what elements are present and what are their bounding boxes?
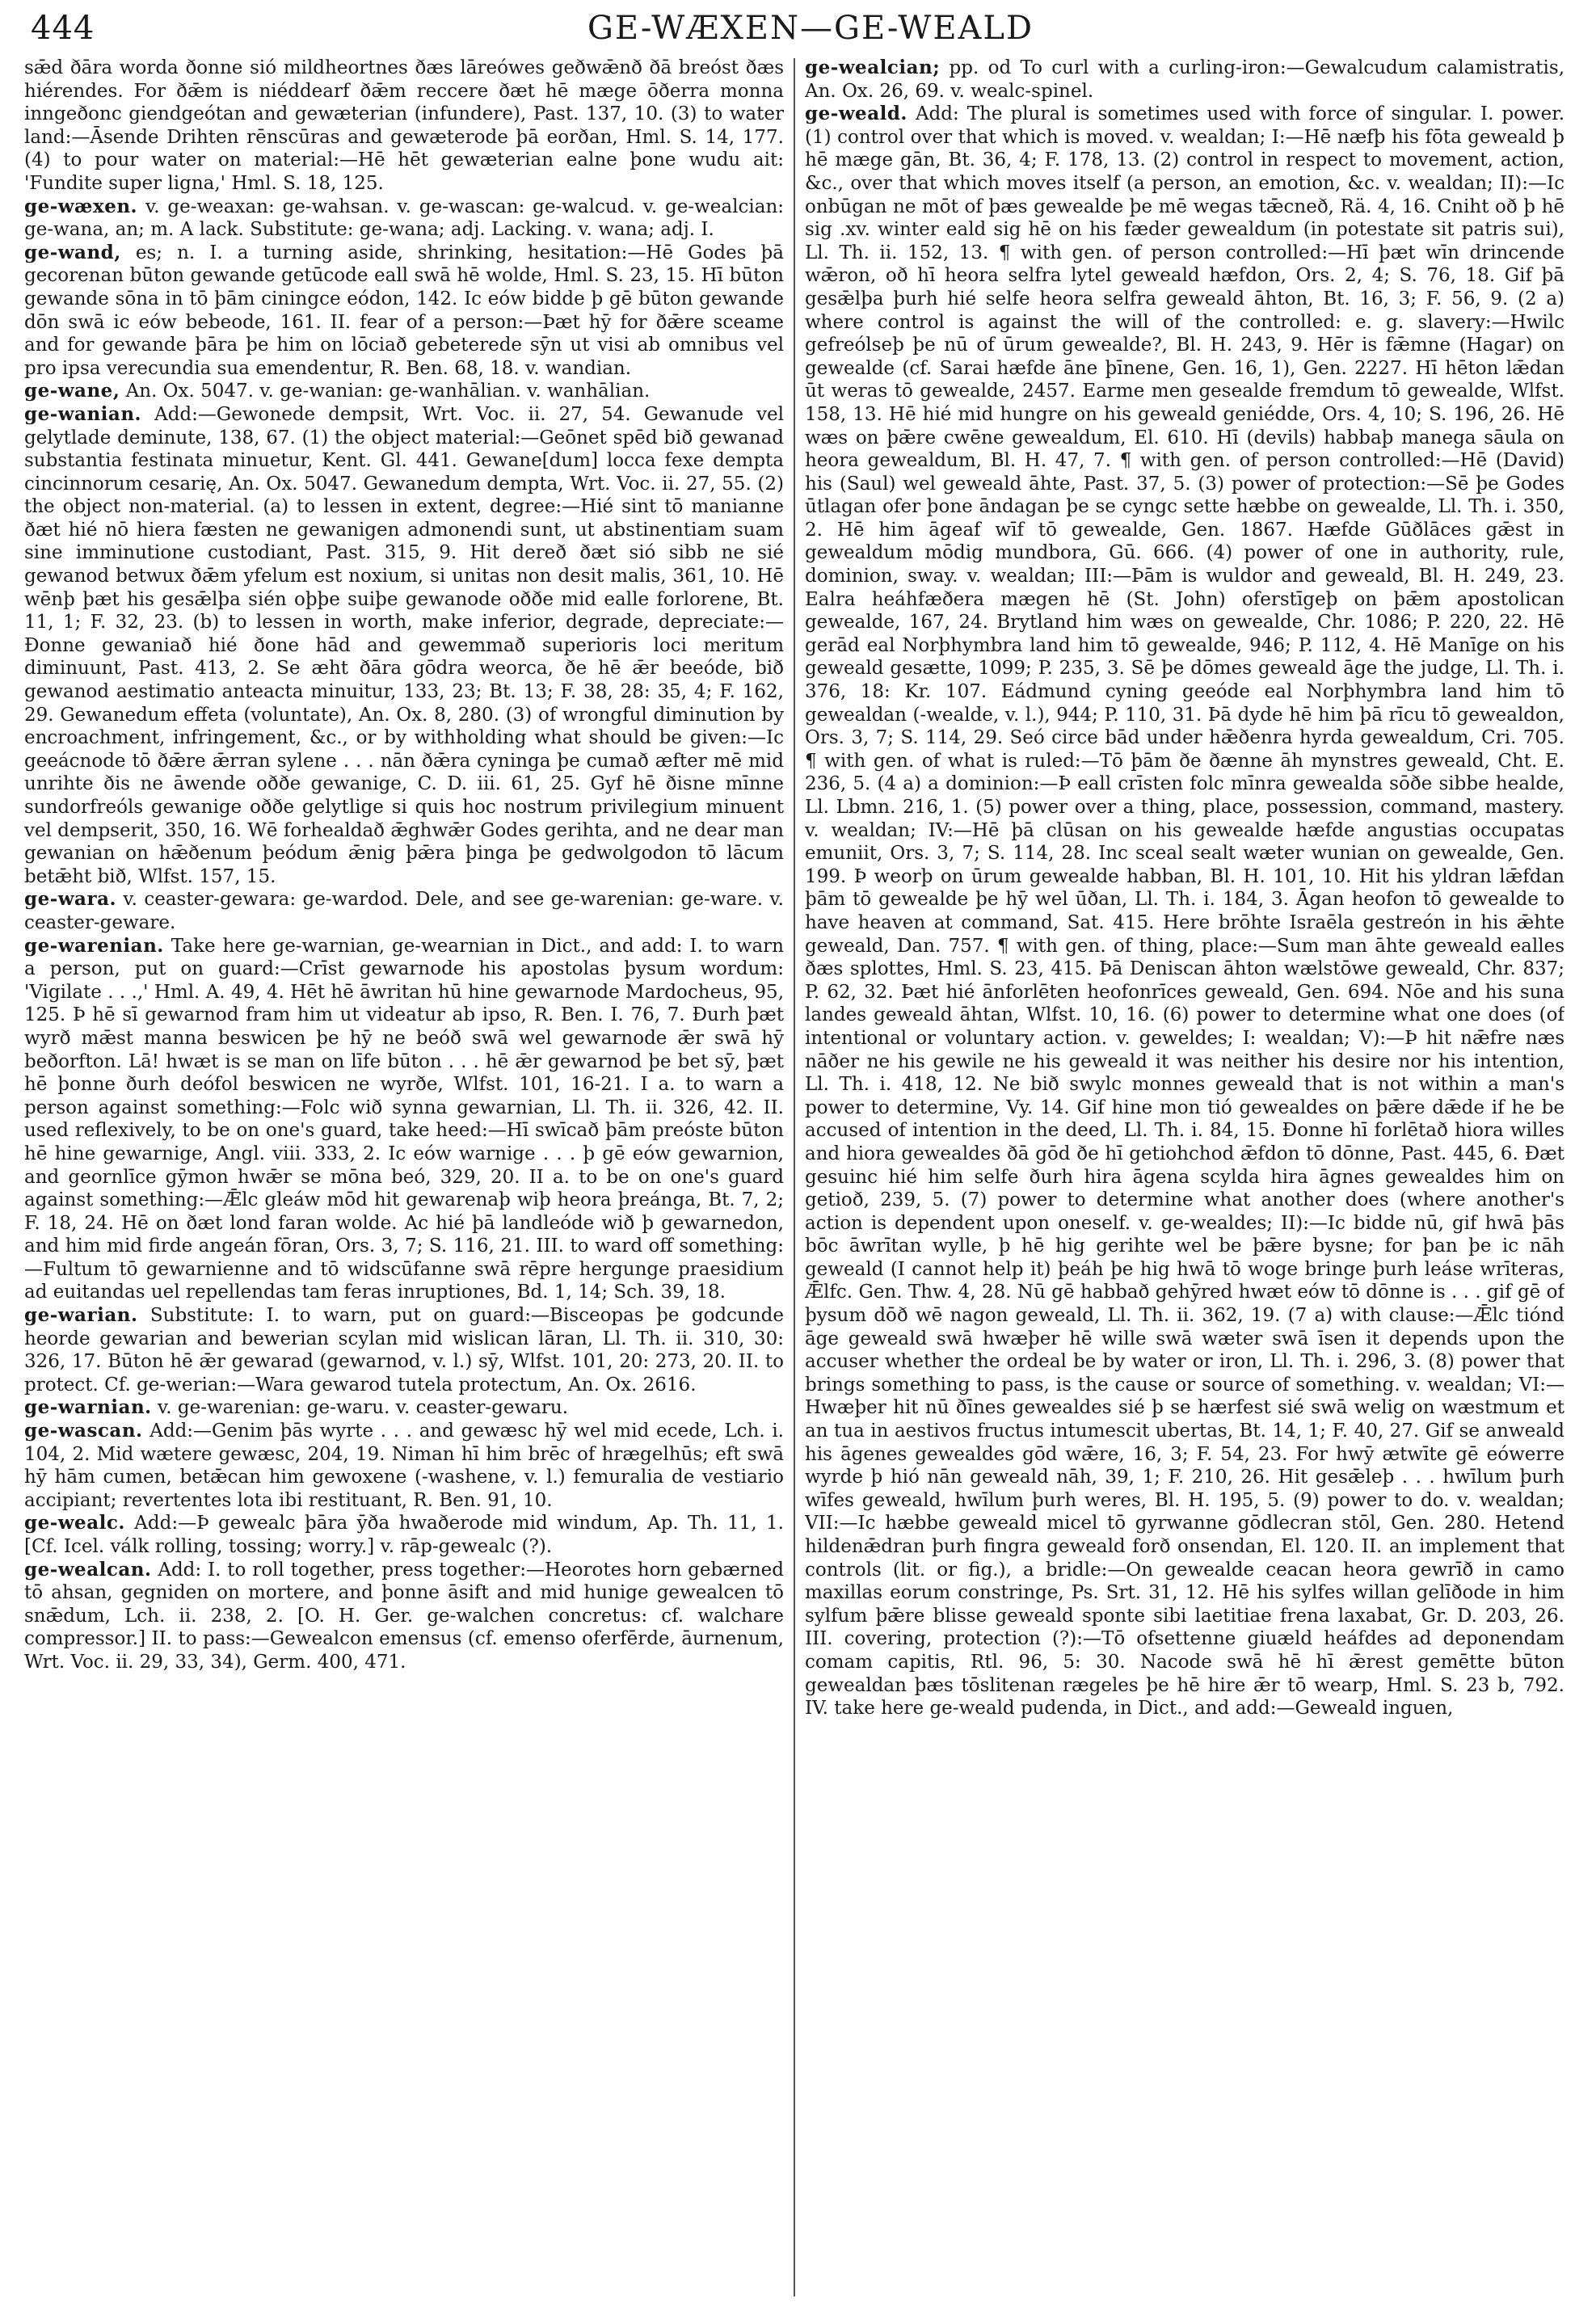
entry-headword: ge-wascan. [24, 1420, 143, 1442]
dictionary-entry [24, 1512, 784, 1558]
page-header [31, 8, 1590, 57]
entry-text: Add: The plural is sometimes used with force of singular. I. power. (1) control over that which is moved. v. wealdan; I:—Hē næfþ his fōta geweald þ hē mæge gān, Bt. 36, 4; F. 178, 13. (2) control in respect to movement, action, &c., over that which moves itself (a person, an emotion, &c. v. wealdan; II):—Ic onbūgan ne mōt of þæs gewealde þe mē wegas tǣcneð, Rä. 4, 16. Cniht oð þ hē sig .xv. winter eald sig hē on his fæder gewealdum (in potestate sit patris sui), Ll. Th. ii. 152, 13. ¶ with gen. of person controlled:—Hī þæt wīn drincende wǣron, oð hī heora selfra lytel geweald hæfdon, Ors. 2, 4; S. 76, 18. Gif þā gesǣlþa þurh hié selfe heora selfra geweald āhton, Bt. 16, 3; F. 56, 9. (2 a) where control is against the will of the controlled: e. g. slavery:—Hwilc gefreólseþ þe nū of ūrum gewealde?, Bl. H. 243, 9. Hēr is fǣmne (Hagar) on gewealde (cf. Sarai hæfde āne þīnene, Gen. 16, 1), Gen. 2227. Hī hēton lǣdan ūt weras tō gewealde, 2457. Earme men gesealde fremdum tō gewealde, Wlfst. 158, 13. Hē hié mid hungre on his geweald geniédde, Ors. 4, 10; S. 196, 26. Hē wæs on þǣre cwēne gewealdum, El. 610. Hī (devils) habbaþ manega sāula on heora gewealdum, Bl. H. 47, 7. ¶ with gen. of person controlled:—Hē (David) his (Saul) wel geweald āhte, Past. 37, 5. (3) power of protection:—Sē þe Godes ūtlagan ofer þone āndagan þe se cyngc sette hæbbe on gewealde, Ll. Th. i. 350, 2. Hē him āgeaf wīf tō gewealde, Gen. 1867. Hæfde Gūðlāces gǣst in gewealdum mōdig mundbora, Gū. 666. (4) power of one in authority, rule, dominion, sway. v. wealdan; III:—Þām is wuldor and geweald, Bl. H. 249, 23. Ealra heáhfæðera mægen hē (St. John) oferstīgeþ on þǣm apostolican gewealde, 167, 24. Brytland him wæs on gewealde, Chr. 1086; P. 220, 22. Hē gerād eal Norþhymbra land him tō gewealde, 946; P. 112, 4. Hē Manīge on his geweald gesætte, 1099; P. 235, 3. Sē þe dōmes geweald āge the judge, Ll. Th. i. 376, 18: Kr. 107. Eádmund cyning geeóde eal Norþhymbra land him tō gewealdan (-wealde, v. l.), 944; P. 110, 31. Þā dyde hē him þā rīcu tō gewealdon, Ors. 3, 7; S. 114, 29. Seó circe bād under hǣðenra hyrda gewealdum, Cri. 705. ¶ with gen. of what is ruled:—Tō þām ðe ðænne āh mynstres geweald, Cht. E. 236, 5. (4 a) a dominion:—Þ eall crīsten folc mīnra gewealda sōðe sibbe healde, Ll. Lbmn. 216, 1. (5) power over a thing, place, possession, command, mastery. v. wealdan; IV:—Hē þā clūsan on his gewealde hæfde angustias occupatas emuniit, Ors. 3, 7; S. 114, 28. Inc sceal sealt wæter wunian on gewealde, Gen. 199. Þ weorþ on ūrum gewealde habban, Bl. H. 101, 10. Hit his yldran lǣfdan þām tō gewealde þe hȳ wel ūðan, Ll. Th. i. 184, 3. Āgan heofon tō gewealde to have heaven at command, Sat. 415. Here brōhte Israēla gestreón in his ǣhte geweald, Dan. 757. ¶ with gen. of thing, place:—Sum man āhte geweald ealles ðæs splottes, Hml. S. 23, 415. Þā Deniscan āhton wælstōwe geweald, Chr. 837; P. 62, 32. Þæt hié ānforlēten heofonrīces geweald, Gen. 694. Nōe and his suna landes geweald āhtan, Wlfst. 10, 16. (6) power to determine what one does (of intentional or voluntary action. v. geweldes; I: wealdan; V):—Þ hit nǣfre næs nāðer ne his gewile ne his geweald it was neither his desire nor his intention, Ll. Th. i. 418, 12. Ne bið swylc monnes geweald that is not within a man's power to determine, Vy. 14. Gif hine mon tió gewealdes on þǣre dǣde if he be accused of intention in the deed, Ll. Th. i. 84, 15. Ðonne hī forlētað hiora willes and hiora gewealdes ðā gōd ðe hī getiohchod ǣfdon tō dōnne, Past. 445, 6. Ðæt gesuinc hié him selfe ðurh hira āgena scylda hira āgnes gewealdes him on getioð, 239, 5. (7) power to determine what another does (where another's action is dependent upon oneself. v. ge-wealdes; II):—Ic bidde nū, gif hwā þās bōc āwrītan wylle, þ hē hig gerihte wel be þǣre bysne; for þan þe ic nāh geweald (I cannot help it) þeáh þe hig hwā tō woge bringe þurh leáse wrīteras, Ǣlfc. Gen. Thw. 4, 28. Nū gē habbað gehȳred hwæt eów tō dōnne is . . . gif gē of þysum dōð wē nagon geweald, Ll. Th. ii. 362, 19. (7 a) with clause:—Ǣlc tiónd āge geweald swā hwæþer hē wille swā wæter swā īsen it depends upon the accuser whether the ordeal be by water or iron, Ll. Th. i. 296, 3. (8) power that brings something to pass, is the cause or source of something. v. wealdan; VI:—Hwæþer hit nū ðīnes gewealdes sié þ se hærfest sié swā welig on wæstmum et an tua in aestivos fructus intumescit ubertas, Bt. 14, 1; F. 40, 27. Gif se anweald his āgenes gewealdes gōd wǣre, 16, 3; F. 54, 23. For hwȳ ætwīte gē eówerre wyrde þ hió nān geweald nāh, 39, 1; F. 210, 26. Hit gesǣleþ . . . hwīlum þurh wīfes geweald, hwīlum þurh weres, Bl. H. 195, 5. (9) power to do. v. wealdan; VII:—Ic hæbbe geweald micel tō gyrwanne gōdlecran stōl, Gen. 280. Hetend hildenǣdran þurh fingra geweald forð onsendan, El. 120. II. an implement that controls (lit. or fig.), a bridle:—On gewealde ceacan heora gewrīð in camo maxillas eorum constringe, Ps. Srt. 31, 12. Hē his sylfes willan gelīðode in him sylfum þǣre blisse geweald sponte sibi laetitiae frena laxabat, Gr. D. 203, 26. III. covering, protection (?):—Tō ofsettenne giuæld heáfdes ad deponendam comam capitis, Rtl. 96, 5: 30. Nacode swā hē hī ǣrest gemētte būton gewealdan þæs tōslitenan rægeles þe hē hire ǣr tō wearp, Hml. S. 23 b, 792. IV. take here ge-weald pudenda, in Dict., and add:—Geweald inguen, [805, 103, 1564, 1720]
entry-headword: ge-wæxen. [24, 195, 138, 217]
dictionary-entry [24, 380, 784, 403]
entry-text: pp. od To curl with a curling-iron:—Gewalcudum calamistratis, An. Ox. 26, 69. v. wealc-spinel. [805, 57, 1564, 102]
entry-text: sǣd ðāra worda ðonne sió mildheortnes ðæs lāreówes geðwǣnð ðā breóst ðæs hiérendes. For ðǣm is niéddearf ðǣm reccere ðæt hē mæge ōðerra monna inngeðonc giendgeótan and gewæterian (infundere), Past. 137, 10. (3) to water land:—Āsende Drihten rēnscūras and gewæterode þā eorðan, Hml. S. 14, 177. (4) to pour water on material:—Hē hēt gewæterian ealne þone wudu ait: 'Fundite super ligna,' Hml. S. 18, 125. [24, 57, 784, 194]
entry-headword: ge-weald. [805, 103, 907, 125]
dictionary-entry [24, 57, 784, 196]
entry-headword: ge-wand, [24, 241, 121, 263]
dictionary-entry [24, 196, 784, 242]
entry-text: v. ge-weaxan: ge-wahsan. v. ge-wascan: ge-walcud. v. ge-wealcian: ge-wana, an; m. A lack. Substitute: ge-wana; adj. Lacking. v. wana; adj. I. [24, 196, 784, 241]
entry-headword: ge-wealcian; [805, 57, 941, 78]
entry-headword: ge-wanian. [24, 402, 142, 425]
entry-text: Take here ge-warnian, ge-wearnian in Dict., and add: I. to warn a person, put on guard:—Crīst gewarnode his apostolas þysum wordum: 'Vigilate . . .,' Hml. A. 49, 4. Hēt hē āwritan hū hine gewarnode Mardocheus, 95, 125. Þ hē sī gewarnod fram him ut videatur ab ipso, R. Ben. I. 76, 7. Ðurh þæt wyrð mǣst manna beswicen þe hȳ ne beóð swā wel gewarnode ǣr swā hȳ beðorfton. Lā! hwæt is se man on līfe būton . . . hē ǣr gewarnod þe bet sȳ, þæt hē þonne ðurh deófol beswicen ne wyrðe, Wlfst. 101, 16-21. I a. to warn a person against something:—Folc wið synna gewarnian, Ll. Th. ii. 326, 42. II. used reflexively, to be on one's guard, take heed:—Hī swīcað þām preóste būton hē hine gewarnige, Angl. viii. 333, 2. Ic eów warnige . . . þ gē eów gewarnion, and geornlīce gȳmon hwǣr se mōna beó, 329, 20. II a. to be on one's guard against something:—Ǣlc gleáw mōd hit gewarenaþ wiþ heora þreánga, Bt. 7, 2; F. 18, 24. Hē on ðæt lond faran wolde. Ac hié þā landleóde wið þ gewarnedon, and him mid firde angeán fōran, Ors. 3, 7; S. 116, 21. III. to ward off something:—Fultum tō gewarnienne and tō widscūfanne swā rēpre hergunge praesidium ad euitandas uel repellendas tam feras inruptiones, Bd. 1, 14; Sch. 39, 18. [24, 935, 784, 1303]
entry-text: Add:—Gewonede dempsit, Wrt. Voc. ii. 27, 54. Gewanude vel gelytlade deminute, 138, 67. (1) the object material:—Geōnet spēd bið gewanad substantia festinata minuetur, Kent. Gl. 441. Gewane[dum] locca fexe dempta cincinnorum cesarię, An. Ox. 5047. Gewanedum dempta, Wrt. Voc. ii. 27, 55. (2) the object non-material. (a) to lessen in extent, degree:—Hié sint tō manianne ðæt hié nō hiera fæsten ne gewanigen admonendi sunt, ut abstinentiam suam sine imminutione custodiant, Past. 315, 9. Hit dereð ðæt sió sibb ne sié gewanod betwux ðǣm yfelum est noxium, si unitas non desit malis, 361, 10. Hē wēnþ þæt his gesǣlþa sién oþþe suiþe gewanode oððe mid ealle forlorene, Bt. 11, 1; F. 32, 23. (b) to lessen in worth, make inferior, degrade, depreciate:—Ðonne gewaniað hié ðone hād and gewemmað superioris loci meritum diminuunt, Past. 413, 2. Se æht ðāra gōdra weorca, ðe hē ǣr beeóde, bið gewanod aestimatio anteacta minuitur, 133, 23; Bt. 13; F. 38, 28: 35, 4; F. 162, 29. Gewanedum effeta (voluntate), An. Ox. 8, 280. (3) of wrongful diminution by encroachment, infringement, &c., or by withholding what should be given:—Ic geeácnode tō ðǣre ǣrran sylene . . . nān ðǣra cyninga þe cumað æfter mē mid unrihte ðis ne āwende oððe gewanige, C. D. iii. 61, 25. Gyf hē ðisne mīnne sundorfreóls gewanige oððe gelytlige si quis hoc nostrum privilegium minuent vel dempserit, 350, 16. Wē forhealdað ǣghwǣr Godes gerihta, and ne dear man gewanian on hǣðenum þeódum ǣnig þǣra þinga þe gedwolgodon tō lācum betǣht bið, Wlfst. 157, 15. [24, 403, 784, 887]
entry-text: Add: I. to roll together, press together:—Heorotes horn gebærned tō ahsan, gegniden on mortere, and þonne āsift and mid hunige gewealcen tō snǣdum, Lch. ii. 238, 2. [O. H. Ger. ge-walchen concretus: cf. walchare compressor.] II. to pass:—Gewealcon emensus (cf. emenso oferfērde, āurnenum, Wrt. Voc. ii. 29, 33, 34), Germ. 400, 471. [24, 1559, 784, 1673]
running-title: GE-WÆXEN—GE-WEALD [587, 10, 1034, 47]
right-column [805, 57, 1564, 2299]
dictionary-entry [24, 888, 784, 934]
entry-headword: ge-warian. [24, 1304, 138, 1327]
entry-headword: ge-wealcan. [24, 1558, 152, 1581]
entry-text: es; n. I. a turning aside, shrinking, hesitation:—Hē Godes þā gecorenan būton gewande getūcode eall swā hē wolde, Hml. S. 23, 15. Hī būton gewande sōna in tō þām ciningce eódon, 142. Ic eów bidde þ gē būton gewande dōn swā ic eów bebeode, 161. II. fear of a person:—Þæt hȳ for ðǣre sceame and for gewande þāra þe him on lōciað gebeterede sȳn ut visi ab omnibus vel pro ipsa verecundia sua emendentur, R. Ben. 68, 18. v. wandian. [24, 242, 784, 379]
entry-text: v. ge-warenian: ge-waru. v. ceaster-gewaru. [158, 1397, 569, 1419]
dictionary-entry [24, 403, 784, 888]
entry-headword: ge-wane, [24, 380, 120, 402]
entry-headword: ge-warenian. [24, 934, 164, 957]
dictionary-entry [24, 1559, 784, 1674]
dictionary-entry [805, 57, 1564, 103]
dictionary-entry [24, 935, 784, 1305]
left-column [24, 57, 784, 2299]
dictionary-entry [24, 1420, 784, 1512]
column-divider [794, 58, 795, 2296]
page-number: 444 [31, 10, 95, 47]
dictionary-entry [24, 1396, 784, 1420]
entry-text: Add:—Genim þās wyrte . . . and gewæsc hȳ wel mid ecede, Lch. i. 104, 2. Mid wætere gewæsc, 204, 19. Niman hī him brēc of hrægelhūs; eft swā hȳ hām cumen, betǣcan him gewoxene (-washene, v. l.) femuralia de vestiario accipiant; revertentes lota ibi restituant, R. Ben. 91, 10. [24, 1421, 784, 1511]
entry-text: v. ceaster-gewara: ge-wardod. Dele, and see ge-warenian: ge-ware. v. ceaster-geware. [24, 889, 784, 933]
entry-text: An. Ox. 5047. v. ge-wanian: ge-wanhālian. v. wanhālian. [125, 381, 651, 402]
entry-text: Add:—Þ gewealc þāra ȳða hwaðerode mid windum, Ap. Th. 11, 1. [Cf. Icel. válk rolling, tossing; worry.] v. rāp-gewealc (?). [24, 1513, 784, 1557]
entry-headword: ge-wealc. [24, 1512, 125, 1534]
entry-text: Substitute: I. to warn, put on guard:—Bisceopas þe godcunde heorde gewarian and bewerian scylan mid wislican lāran, Ll. Th. ii. 310, 30: 326, 17. Būton hē ǣr gewarad (gewarnod, v. l.) sȳ, Wlfst. 101, 20: 273, 20. II. to protect. Cf. ge-werian:—Wara gewarod tutela protectum, An. Ox. 2616. [24, 1305, 784, 1395]
entry-headword: ge-wara. [24, 888, 116, 911]
dictionary-entry [24, 1304, 784, 1396]
entry-headword: ge-warnian. [24, 1396, 152, 1419]
dictionary-entry [805, 103, 1564, 1720]
dictionary-entry [24, 242, 784, 381]
